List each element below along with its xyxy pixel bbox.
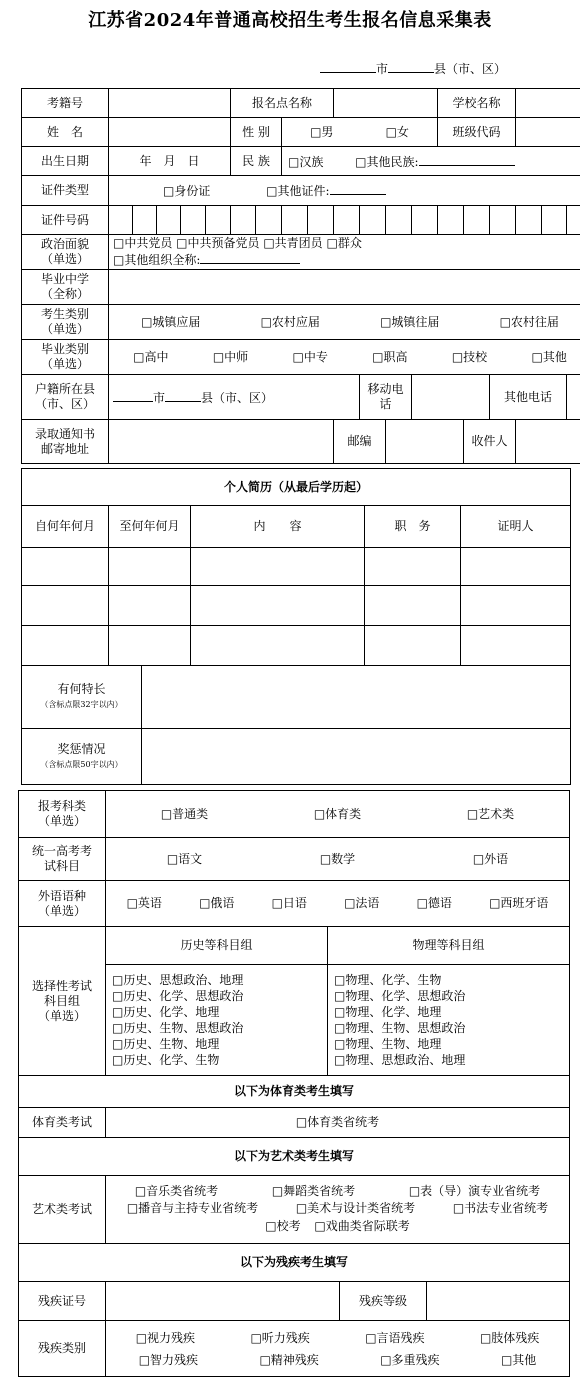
arts-section-header: 以下为艺术类考生填写	[19, 1138, 570, 1176]
label-zhengzhi: 政治面貌 （单选）	[22, 235, 109, 270]
table-row	[22, 548, 571, 586]
option-league-member[interactable]: □共青团员	[263, 236, 323, 250]
sports-section-header: 以下为体育类考生填写	[19, 1076, 570, 1108]
option-physics-combo[interactable]: □物理、化学、生物	[334, 973, 442, 987]
label-language-type: 外语语种 （单选）	[19, 881, 106, 927]
language-options	[106, 881, 570, 927]
id-digit-cell[interactable]	[157, 206, 181, 235]
resume-cell[interactable]	[22, 548, 109, 586]
label-elective-exam: 选择性考试 科目组 （单选）	[19, 927, 106, 1076]
option-opera-joint[interactable]: □戏曲类省际联考	[314, 1219, 410, 1233]
field-mailing-address[interactable]	[109, 420, 334, 464]
option-foreign-language[interactable]: □外语	[472, 851, 509, 866]
id-digit-cell[interactable]	[490, 206, 516, 235]
option-male[interactable]: □男	[310, 124, 334, 139]
id-digit-cell[interactable]	[181, 206, 206, 235]
option-arts[interactable]: □艺术类	[466, 806, 515, 821]
option-normal-school[interactable]: □中师	[212, 349, 249, 364]
option-vocational-high[interactable]: □职高	[372, 349, 408, 364]
option-dance-provincial[interactable]: □舞蹈类省统考	[271, 1184, 356, 1198]
option-speech[interactable]: □言语残疾	[365, 1330, 425, 1345]
id-digit-cell[interactable]	[516, 206, 542, 235]
option-spanish[interactable]: □西班牙语	[489, 896, 549, 910]
field-disability-level[interactable]	[426, 1282, 569, 1320]
option-general[interactable]: □普通类	[160, 806, 209, 821]
option-english[interactable]: □英语	[126, 896, 162, 910]
option-physics-combo[interactable]: □物理、思想政治、地理	[334, 1053, 466, 1067]
option-history-combo[interactable]: □历史、化学、生物	[112, 1053, 220, 1067]
disability-type-options	[106, 1321, 570, 1377]
field-other-phone[interactable]	[567, 375, 580, 420]
col-position: 职 务	[365, 506, 461, 548]
option-history-combo[interactable]: □历史、化学、地理	[112, 1005, 220, 1019]
option-other-org[interactable]: □其他组织全称:	[113, 253, 201, 267]
resume-cell[interactable]	[461, 548, 571, 586]
field-school-name[interactable]	[109, 270, 580, 305]
id-digit-cell[interactable]	[542, 206, 567, 235]
option-physics-combo[interactable]: □物理、化学、思想政治	[334, 989, 466, 1003]
field-banji[interactable]	[516, 118, 580, 147]
id-digit-cell[interactable]	[386, 206, 412, 235]
option-urban-previous[interactable]: □城镇往届	[380, 314, 440, 329]
residence-city-blank[interactable]	[113, 389, 153, 402]
option-math[interactable]: □数学	[319, 851, 356, 866]
graduation-type-options	[109, 340, 580, 375]
physics-group-header: 物理等科目组	[328, 927, 570, 965]
option-visual[interactable]: □视力残疾	[135, 1330, 196, 1345]
id-digit-cell[interactable]	[567, 206, 580, 235]
resume-cell[interactable]	[109, 548, 191, 586]
option-urban-current[interactable]: □城镇应届	[141, 314, 201, 329]
field-recipient[interactable]	[516, 420, 580, 464]
exam-table	[18, 790, 570, 1377]
option-technical-school[interactable]: □技校	[451, 349, 488, 364]
option-performance-provincial[interactable]: □表（导）演专业省统考	[408, 1184, 541, 1198]
label-disability-level: 残疾等级	[339, 1282, 426, 1320]
resume-cell[interactable]	[365, 548, 461, 586]
option-broadcasting-provincial[interactable]: □播音与主持专业省统考	[126, 1201, 259, 1215]
field-kaojihao[interactable]	[109, 89, 231, 118]
label-biye-leibie: 毕业类别 （单选）	[22, 340, 109, 375]
field-disability-cert[interactable]	[106, 1282, 339, 1320]
id-type-options	[109, 176, 580, 206]
label-banji: 班级代码	[438, 118, 516, 147]
label-kaosheng-leibie: 考生类别 （单选）	[22, 305, 109, 340]
label-xingbie: 性 别	[231, 118, 282, 147]
physics-group-options	[328, 965, 570, 1076]
option-history-combo[interactable]: □历史、生物、地理	[112, 1037, 220, 1051]
ethnicity-options	[282, 147, 580, 176]
id-digit-cell[interactable]	[412, 206, 438, 235]
label-chusheng: 出生日期	[22, 147, 109, 176]
col-from-date: 自何年何月	[22, 506, 109, 548]
option-id-card[interactable]: □身份证	[163, 184, 211, 198]
other-ethnicity-blank[interactable]	[419, 153, 515, 166]
label-subject-category: 报考科类 （单选）	[19, 791, 106, 838]
label-disability-cert: 残疾证号	[19, 1282, 106, 1321]
table-row	[22, 626, 571, 666]
label-arts-exam: 艺术类考试	[19, 1176, 106, 1244]
resume-cell[interactable]	[22, 586, 109, 626]
option-german[interactable]: □德语	[416, 896, 452, 910]
region-line: 市 县（市、区）	[320, 60, 540, 77]
col-witness: 证明人	[461, 506, 571, 548]
option-japanese[interactable]: □日语	[271, 896, 307, 910]
field-postcode[interactable]	[386, 420, 464, 464]
col-to-date: 至何年何月	[109, 506, 191, 548]
option-high-school[interactable]: □高中	[133, 349, 169, 364]
label-unified-exam: 统一高考考 试科目	[19, 838, 106, 881]
id-digit-cell[interactable]	[438, 206, 464, 235]
id-digit-cell[interactable]	[334, 206, 360, 235]
label-minzu: 民 族	[231, 147, 282, 176]
option-han[interactable]: □汉族	[288, 154, 324, 169]
option-female[interactable]: □女	[385, 124, 409, 139]
option-music-provincial[interactable]: □音乐类省统考	[134, 1184, 219, 1198]
arts-exam-options	[106, 1176, 570, 1244]
option-history-combo[interactable]: □历史、化学、思想政治	[112, 989, 244, 1003]
label-xuexiao: 学校名称	[438, 89, 516, 118]
subject-category-options	[106, 791, 570, 838]
id-digit-cell[interactable]	[206, 206, 231, 235]
resume-header: 个人简历（从最后学历起）	[22, 469, 571, 506]
field-specialty[interactable]	[142, 666, 571, 729]
label-postcode: 邮编	[334, 420, 386, 464]
resume-cell[interactable]	[22, 626, 109, 666]
label-specialty: 有何特长 （含标点限32字以内）	[22, 666, 142, 729]
county-blank[interactable]	[388, 60, 434, 73]
unified-exam-options	[106, 838, 570, 881]
specialty-table	[21, 665, 571, 785]
resume-cell[interactable]	[191, 586, 365, 626]
id-digit-cell[interactable]	[231, 206, 256, 235]
id-digit-cell[interactable]	[133, 206, 157, 235]
option-french[interactable]: □法语	[344, 896, 380, 910]
page-title: 江苏省2024年普通高校招生考生报名信息采集表	[88, 10, 492, 31]
option-other-id[interactable]: □其他证件:	[266, 184, 330, 198]
option-calligraphy-provincial[interactable]: □书法专业省统考	[452, 1201, 549, 1215]
id-digit-cell[interactable]	[464, 206, 490, 235]
option-sports[interactable]: □体育类	[313, 806, 362, 821]
option-russian[interactable]: □俄语	[199, 896, 235, 910]
label-baomingdian: 报名点名称	[231, 89, 334, 118]
option-party-member[interactable]: □中共党员	[113, 236, 173, 250]
label-biye-zhongxue: 毕业中学 （全称）	[22, 270, 109, 305]
field-xuexiao[interactable]	[516, 89, 580, 118]
political-options	[109, 235, 580, 270]
option-other-ethnicity[interactable]: □其他民族:	[355, 154, 419, 169]
option-history-combo[interactable]: □历史、思想政治、地理	[112, 973, 244, 987]
option-history-combo[interactable]: □历史、生物、思想政治	[112, 1021, 244, 1035]
residence-field: 市 县（市、区）	[109, 375, 360, 420]
personal-info-table	[21, 88, 580, 464]
label-other-phone: 其他电话	[490, 375, 567, 420]
option-probationary[interactable]: □中共预备党员	[176, 236, 260, 250]
id-digit-cell[interactable]	[109, 206, 133, 235]
option-other-disability[interactable]: □其他	[500, 1352, 537, 1367]
field-baomingdian[interactable]	[334, 89, 438, 118]
resume-cell[interactable]	[365, 586, 461, 626]
option-sports-provincial[interactable]: □体育类省统考	[295, 1115, 380, 1129]
resume-cell[interactable]	[461, 586, 571, 626]
resume-cell[interactable]	[109, 586, 191, 626]
label-kaojihao: 考籍号	[22, 89, 109, 118]
candidate-type-options	[109, 305, 580, 340]
field-awards[interactable]	[142, 729, 571, 785]
other-id-blank[interactable]	[330, 182, 386, 195]
option-rural-current[interactable]: □农村应届	[260, 314, 320, 329]
residence-county-blank[interactable]	[165, 389, 201, 402]
id-digit-cell[interactable]	[282, 206, 308, 235]
label-mailing-address: 录取通知书 邮寄地址	[22, 420, 109, 464]
label-recipient: 收件人	[464, 420, 516, 464]
resume-cell[interactable]	[365, 626, 461, 666]
option-mental[interactable]: □精神残疾	[259, 1352, 319, 1367]
label-mobile: 移动电 话	[360, 375, 412, 420]
option-intellectual[interactable]: □智力残疾	[138, 1352, 199, 1367]
option-secondary-specialized[interactable]: □中专	[292, 349, 328, 364]
other-org-blank[interactable]	[200, 251, 300, 264]
option-school-exam[interactable]: □校考	[265, 1219, 301, 1233]
field-birth-date[interactable]: 年 月 日	[109, 147, 231, 176]
label-sports-exam: 体育类考试	[19, 1108, 106, 1138]
resume-table	[21, 468, 571, 666]
option-physics-combo[interactable]: □物理、生物、思想政治	[334, 1021, 466, 1035]
option-multiple[interactable]: □多重残疾	[380, 1352, 440, 1367]
option-fine-arts-provincial[interactable]: □美术与设计类省统考	[295, 1201, 416, 1215]
option-hearing[interactable]: □听力残疾	[250, 1330, 310, 1345]
id-digit-cell[interactable]	[308, 206, 334, 235]
label-zhengjianleixing: 证件类型	[22, 176, 109, 206]
label-awards: 奖惩情况 （含标点限50字以内）	[22, 729, 142, 785]
option-rural-previous[interactable]: □农村往届	[499, 314, 559, 329]
col-content: 内 容	[191, 506, 365, 548]
history-group-header: 历史等科目组	[106, 927, 328, 965]
resume-cell[interactable]	[109, 626, 191, 666]
history-group-options	[106, 965, 328, 1076]
label-zhengjianhao: 证件号码	[22, 206, 109, 235]
resume-cell[interactable]	[191, 548, 365, 586]
id-digit-cell[interactable]	[360, 206, 386, 235]
id-digit-cell[interactable]	[256, 206, 282, 235]
table-row	[22, 586, 571, 626]
label-huji: 户籍所在县 （市、区）	[22, 375, 109, 420]
option-masses[interactable]: □群众	[326, 236, 362, 250]
label-disability-type: 残疾类别	[19, 1321, 106, 1377]
resume-cell[interactable]	[191, 626, 365, 666]
option-physical[interactable]: □肢体残疾	[479, 1330, 540, 1345]
option-physics-combo[interactable]: □物理、化学、地理	[334, 1005, 442, 1019]
option-other-graduation[interactable]: □其他	[531, 349, 567, 364]
resume-cell[interactable]	[461, 626, 571, 666]
option-chinese[interactable]: □语文	[166, 851, 203, 866]
field-xingming[interactable]	[109, 118, 231, 147]
option-physics-combo[interactable]: □物理、生物、地理	[334, 1037, 442, 1051]
sports-exam-options	[106, 1108, 570, 1138]
label-xingming: 姓 名	[22, 118, 109, 147]
field-mobile[interactable]	[412, 375, 490, 420]
gender-options	[282, 118, 438, 147]
disability-section-header: 以下为残疾考生填写	[19, 1244, 570, 1282]
city-blank[interactable]	[320, 60, 376, 73]
